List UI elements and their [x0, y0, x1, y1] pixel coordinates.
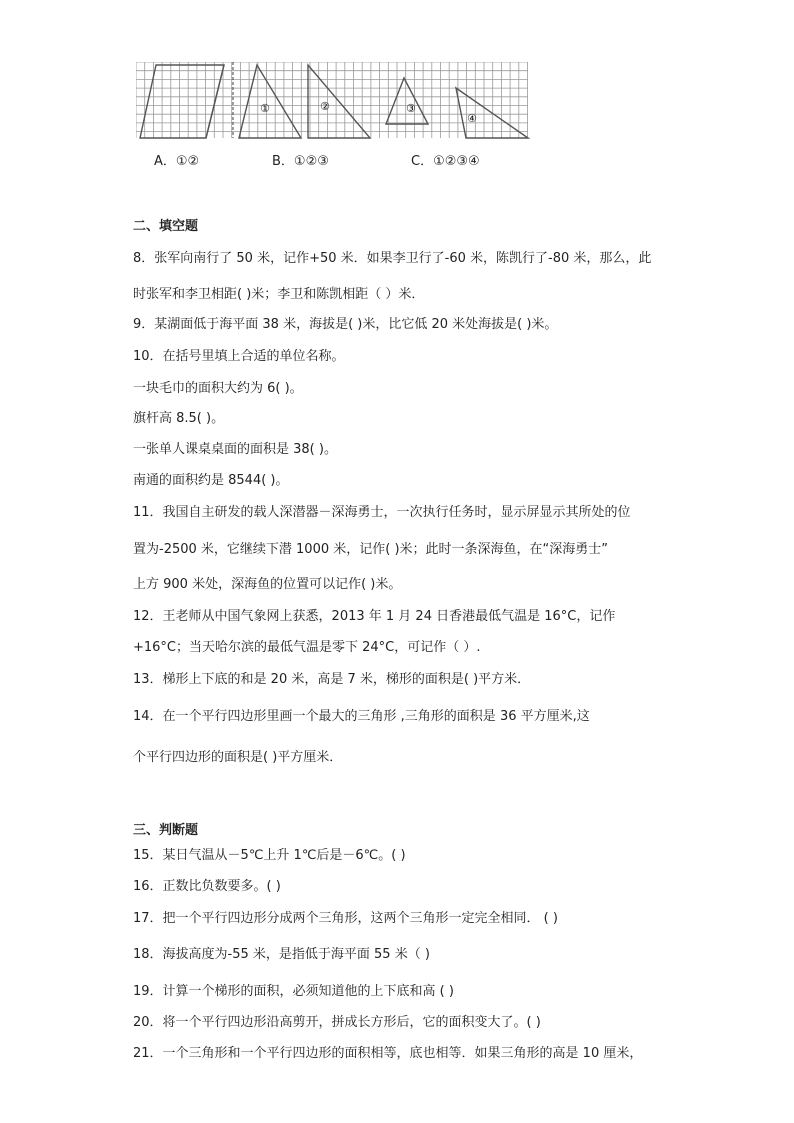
option-b: B．①②③	[272, 154, 329, 169]
question-line: 10．在括号里填上合适的单位名称。	[133, 349, 345, 364]
question-line: 南通的面积约是 8544( )。	[133, 473, 289, 488]
shape-label-1: ①	[260, 102, 270, 115]
question-line: 18．海拔高度为-55 米，是指低于海平面 55 米（ )	[133, 947, 430, 962]
question-line: 上方 900 米处，深海鱼的位置可以记作( )米。	[133, 577, 402, 592]
triangle-shape-2	[308, 65, 370, 138]
question-line: +16°C；当天哈尔滨的最低气温是零下 24°C，可记作（ ）.	[133, 640, 481, 655]
question-line: 8．张军向南行了 50 米，记作+50 米．如果李卫行了-60 米，陈凯行了-80 米，那么，此	[133, 251, 652, 266]
question-line: 13．梯形上下底的和是 20 米，高是 7 米，梯形的面积是( )平方米．	[133, 672, 531, 687]
question-line: 20．将一个平行四边形沿高剪开，拼成长方形后，它的面积变大了。( )	[133, 1015, 541, 1030]
question-line: 19．计算一个梯形的面积，必须知道他的上下底和高 ( )	[133, 984, 454, 999]
shape-label-2: ②	[320, 100, 330, 113]
question-line: 时张军和李卫相距( )米；李卫和陈凯相距（ ）米．	[133, 287, 425, 302]
question-line: 16．正数比负数要多。( )	[133, 879, 281, 894]
question-line: 15．某日气温从－5℃上升 1℃后是－6℃。( )	[133, 848, 406, 863]
parallelogram-diagonal	[206, 65, 224, 138]
question-line: 个平行四边形的面积是( )平方厘米．	[133, 750, 343, 765]
question-line: 一张单人课桌桌面的面积是 38( )。	[133, 442, 337, 457]
section-heading-fill-blank: 二、填空题	[133, 219, 199, 234]
question-line: 一块毛巾的面积大约为 6( )。	[133, 381, 303, 396]
shape-label-3: ③	[406, 102, 416, 115]
question-line: 9．某湖面低于海平面 38 米，海拔是( )米，比它低 20 米处海拔是( )米。	[133, 317, 558, 332]
parallelogram-shape	[140, 65, 224, 138]
triangle-shape-1	[239, 65, 301, 138]
question-line: 14．在一个平行四边形里画一个最大的三角形 ,三角形的面积是 36 平方厘米,这	[133, 709, 590, 724]
question-line: 11．我国自主研发的载人深潜器－深海勇士，一次执行任务时，显示屏显示其所处的位	[133, 505, 631, 520]
option-a: A．①②	[154, 154, 200, 169]
grid-lines	[136, 62, 528, 138]
question-line: 置为-2500 米，它继续下潜 1000 米，记作( )米；此时一条深海鱼，在“深海勇士”	[133, 542, 609, 557]
shape-label-4: ④	[467, 112, 477, 125]
section-heading-true-false: 三、判断题	[133, 823, 199, 838]
question-line: 旗杆高 8.5( )。	[133, 411, 225, 426]
question-line: 12．王老师从中国气象网上获悉，2013 年 1 月 24 日香港最低气温是 16°C，记作	[133, 609, 616, 624]
question-line: 17．把一个平行四边形分成两个三角形，这两个三角形一定完全相同． ( )	[133, 911, 558, 926]
grid-figure	[136, 62, 530, 140]
option-c: C．①②③④	[411, 154, 480, 169]
question-line: 21．一个三角形和一个平行四边形的面积相等，底也相等．如果三角形的高是 10 厘米，	[133, 1046, 643, 1061]
triangle-shape-3	[386, 78, 428, 124]
